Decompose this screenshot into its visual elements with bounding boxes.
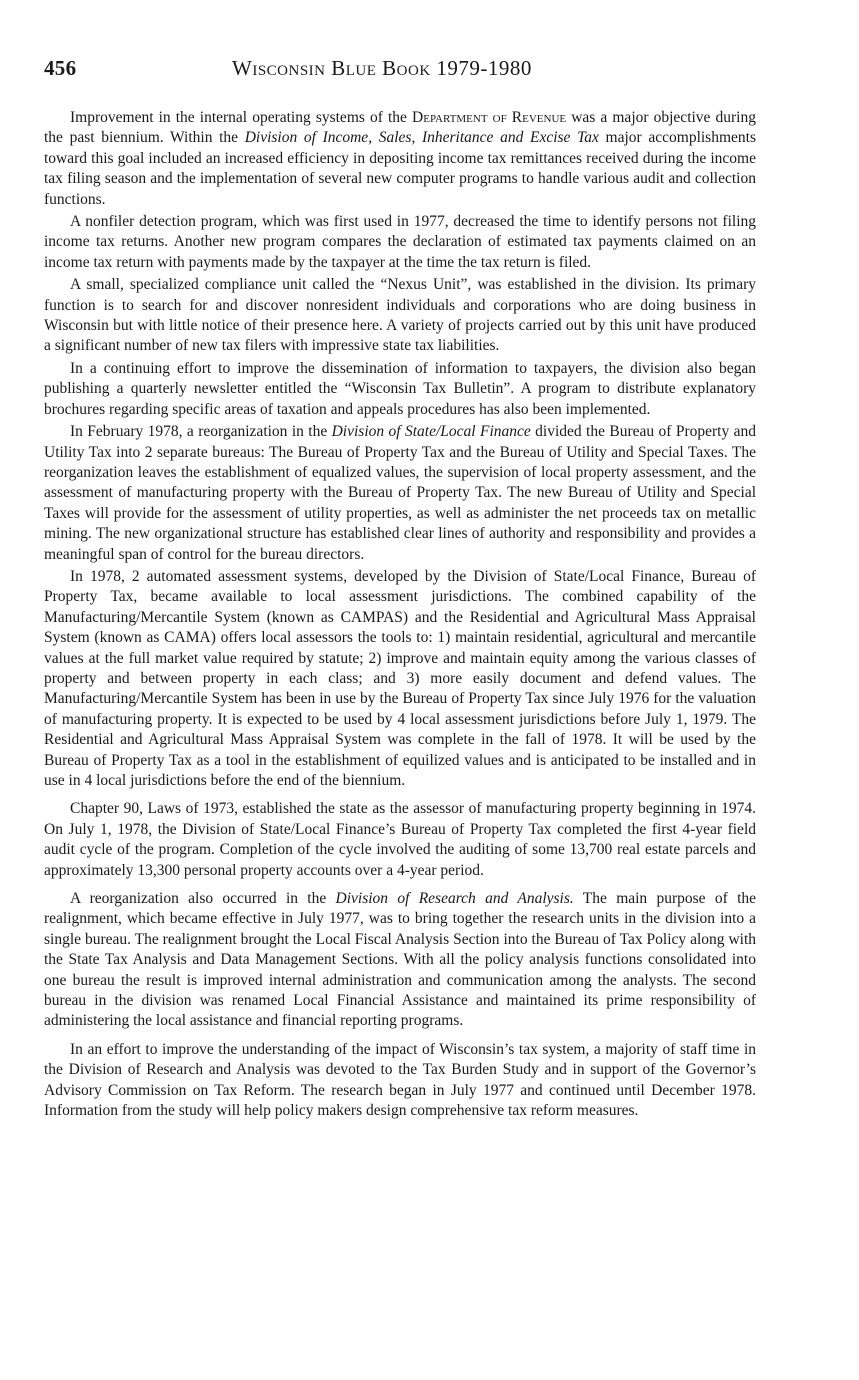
article-body [44, 108, 756, 1124]
paragraph-text: was a major objective during the past biennium. Within the [44, 109, 756, 147]
paragraph [44, 889, 756, 1032]
paragraph-text: In February 1978, a reorganization in the [70, 423, 332, 441]
paragraph [44, 567, 756, 791]
paragraph-text: divided the Bureau of Property and Utility Tax into 2 separate bureaus: The Bureau of Property Tax and the Bureau of Utility and Special Taxes. The reorganization leaves the establishment of equalized values, the supervision of local property assessment, and the assessment of manufacturing property with the Bureau of Property Tax. The new Bureau of Utility and Special Taxes will provide for the assessment of utility properties, as well as administer the net proceeds tax on metallic mining. The new organizational structure has established clear lines of authority and responsibility and provides a meaningful span of control for the bureau directors. [44, 423, 756, 563]
page-number: 456 [44, 56, 77, 80]
paragraph [44, 1040, 756, 1122]
paragraph-text: Improvement in the internal operating systems of the [70, 109, 413, 126]
paragraph-text: A nonfiler detection program, which was first used in 1977, decreased the time to identify persons not filing income tax returns. Another new program compares the declaration of estimated tax payments claimed on an income tax return with payments made by the taxpayer at the time the tax return is filed. [44, 213, 756, 271]
paragraph-text: The main purpose of the realignment, which became effective in July 1977, was to bring together the research units in the division into a single bureau. The realignment brought the Local Fiscal Analysis Section into the Bureau of Tax Policy along with the State Tax Analysis and Data Management Sections. With all the policy analysis functions consolidated into one bureau the result is improved internal administration and communication among the analysts. The second bureau in the division was renamed Local Financial Assistance and maintained its prime responsibility of administering the local assistance and financial reporting programs. [44, 890, 757, 1030]
division-name: Division of State/Local Finance [331, 423, 531, 441]
paragraph [44, 275, 756, 357]
paragraph [44, 359, 756, 420]
division-name: Division of Research and Analysis. [335, 890, 574, 908]
page-header [44, 56, 759, 84]
paragraph-text: In 1978, 2 automated assessment systems, developed by the Division of State/Local Finance, Bureau of Property Tax, became available to local assessment jurisdictions. The combined capability of the Manufacturing/Mercantile System (known as CAMPAS) and the Residential and Agricultural Mass Appraisal System (known as CAMA) offers local assessors the tools to: 1) maintain residential, agricultural and mercantile values at the full market value required by statute; 2) improve and maintain equity among the various classes of property and between property in each class; and 3) more easily document and defend values. The Manufacturing/Mercantile System has been in use by the Bureau of Property Tax since July 1976 for the valuation of manufacturing property. It is expected to be used by 4 local assessment jurisdictions before July 1, 1979. The Residential and Agricultural Mass Appraisal System was complete in the fall of 1978. It will be used by the Bureau of Property Tax as a tool in the establishment of equilized values and is anticipated to be installed and in use in 4 local jurisdictions before the end of the biennium. [44, 567, 756, 789]
running-head: Wisconsin Blue Book 1979-1980 [232, 56, 532, 80]
paragraph [44, 212, 756, 273]
paragraph [44, 108, 756, 210]
paragraph-text: In a continuing effort to improve the dissemination of information to taxpayers, the division also began publishing a quarterly newsletter entitled the “Wisconsin Tax Bulletin”. A program to distribute explanatory brochures regarding specific areas of taxation and appeals procedures has also been implemented. [44, 359, 756, 418]
paragraph-text: In an effort to improve the understanding of the impact of Wisconsin’s tax system, a majority of staff time in the Division of Research and Analysis was devoted to the Tax Burden Study and in support of the Governor’s Advisory Commission on Tax Reform. The research began in July 1977 and continued until December 1978. Information from the study will help policy makers design comprehensive tax reform measures. [44, 1040, 756, 1120]
paragraph [44, 799, 756, 881]
paragraph-text: major accomplishments toward this goal included an increased efficiency in depositing income tax remittances received during the income tax filing season and the implementation of several new computer programs to handle various audit and collection functions. [44, 129, 756, 208]
paragraph-text: A small, specialized compliance unit called the “Nexus Unit”, was established in the division. Its primary function is to search for and discover nonresident individuals and corporations who are doing business in Wisconsin but with little notice of their presence here. A variety of projects carried out by this unit have produced a significant number of new tax filers with impressive state tax liabilities. [44, 276, 756, 355]
paragraph-text: Chapter 90, Laws of 1973, established the state as the assessor of manufacturing property beginning in 1974. On July 1, 1978, the Division of State/Local Finance’s Bureau of Property Tax completed the first 4-year field audit cycle of the program. Completion of the cycle involved the auditing of some 13,700 real estate parcels and approximately 13,300 personal property accounts over a 4-year period. [44, 800, 756, 879]
division-name: Division of Income, Sales, Inheritance and Excise Tax [244, 129, 599, 147]
department-name: Department of Revenue [412, 109, 567, 126]
paragraph-text: A reorganization also occurred in the [70, 890, 336, 908]
paragraph [44, 422, 756, 565]
